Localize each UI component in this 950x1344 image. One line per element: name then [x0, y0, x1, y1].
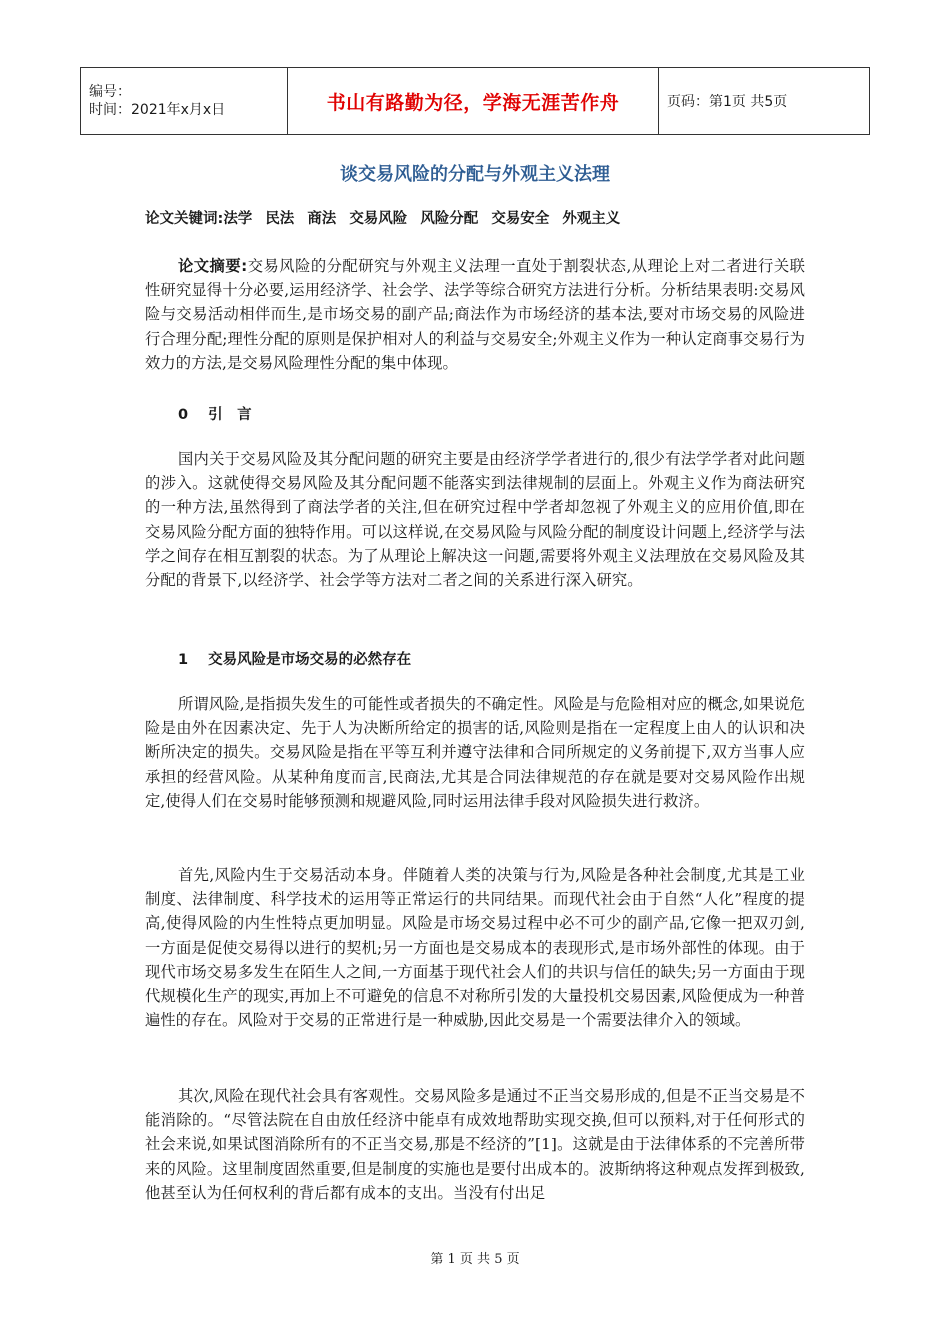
section-title: 引 言	[208, 407, 252, 423]
serial-number-label: 编号：	[89, 84, 131, 100]
header-meta	[81, 68, 288, 135]
section-number: 1	[178, 652, 189, 668]
abstract-text: 交易风险的分配研究与外观主义法理一直处于割裂状态,从理论上对二者进行关联性研究显得十分必要,运用经济学、社会学、法学等综合研究方法进行分析。分析结果表明:交易风险与交易活动相伴而生,是市场交易的副产品;商法作为市场经济的基本法,要对市场交易的风险进行合理分配;理性分配的原则是保护相对人的利益与交易安全;外观主义作为一种认定商事交易行为效力的方法,是交易风险理性分配的集中体现。	[145, 257, 805, 372]
section-title: 交易风险是市场交易的必然存在	[208, 652, 412, 668]
page-footer: 第 1 页 共 5 页	[430, 1252, 520, 1267]
keyword: 交易安全	[491, 211, 550, 227]
time-label: 时间：2021年x月x日	[89, 102, 226, 118]
keyword: 外观主义	[562, 211, 621, 227]
section-heading-0	[178, 403, 252, 424]
abstract-paragraph	[145, 254, 805, 375]
keyword: 风险分配	[420, 211, 479, 227]
body-paragraph-3: 其次,风险在现代社会具有客观性。交易风险多是通过不正当交易形成的,但是不正当交易是不能消除的。“尽管法院在自由放任经济中能卓有成效地帮助实现交换,但可以预料,对于任何形式的社会来说,如果试图消除所有的不正当交易,那是不经济的”[1]。这就是由于法律体系的不完善所带来的风险。这里制度固然重要,但是制度的实施也是要付出成本的。波斯纳将这种观点发挥到极致,他甚至认为任何权利的背后都有成本的支出。当没有付出足	[145, 1087, 805, 1202]
body-paragraph-1: 所谓风险,是指损失发生的可能性或者损失的不确定性。风险是与危险相对应的概念,如果说危险是由外在因素决定、先于人为决断所给定的损害的话,风险则是指在一定程度上由人的认识和决断所决定的损失。交易风险是指在平等互利并遵守法律和合同所规定的义务前提下,双方当事人应承担的经营风险。从某种角度而言,民商法,尤其是合同法律规范的存在就是要对交易风险作出规定,使得人们在交易时能够预测和规避风险,同时运用法律手段对风险损失进行救济。	[145, 695, 805, 810]
section-number: 0	[178, 407, 189, 423]
keyword: 交易风险	[349, 211, 408, 227]
header-table	[80, 67, 870, 135]
section-heading-1	[178, 648, 411, 669]
keywords-label: 论文关键词:	[145, 211, 224, 227]
intro-paragraph: 国内关于交易风险及其分配问题的研究主要是由经济学学者进行的,很少有法学学者对此问题的涉入。这就使得交易风险及其分配问题不能落实到法律规制的层面上。外观主义作为商法研究的一种方法,虽然得到了商法学者的关注,但在研究过程中学者却忽视了外观主义的应用价值,即在交易风险分配方面的独特作用。可以这样说,在交易风险与风险分配的制度设计问题上,经济学与法学之间存在相互割裂的状态。为了从理论上解决这一问题,需要将外观主义法理放在交易风险及其分配的背景下,以经济学、社会学等方法对二者之间的关系进行深入研究。	[145, 450, 805, 590]
document-title: 谈交易风险的分配与外观主义法理	[340, 164, 610, 185]
header-page-info: 页码：第1页 共5页	[659, 68, 870, 135]
keyword: 商法	[307, 211, 337, 227]
keywords-line	[145, 207, 633, 228]
body-paragraph-2: 首先,风险内生于交易活动本身。伴随着人类的决策与行为,风险是各种社会制度,尤其是工业制度、法律制度、科学技术的运用等正常运行的共同结果。而现代社会由于自然“人化”程度的提高,使得风险的内生性特点更加明显。风险是市场交易过程中必不可少的副产品,它像一把双刃剑,一方面是促使交易得以进行的契机;另一方面也是交易成本的表现形式,是市场外部性的体现。由于现代市场交易多发生在陌生人之间,一方面基于现代社会人们的共识与信任的缺失;另一方面由于现代规模化生产的现实,再加上不可避免的信息不对称所引发的大量投机交易因素,风险便成为一种普遍性的存在。风险对于交易的正常进行是一种威胁,因此交易是一个需要法律介入的领域。	[145, 866, 805, 1030]
abstract-label: 论文摘要:	[178, 257, 248, 275]
header-motto: 书山有路勤为径，学海无涯苦作舟	[288, 68, 659, 135]
keyword: 民法	[265, 211, 295, 227]
keyword: 法学	[223, 211, 253, 227]
